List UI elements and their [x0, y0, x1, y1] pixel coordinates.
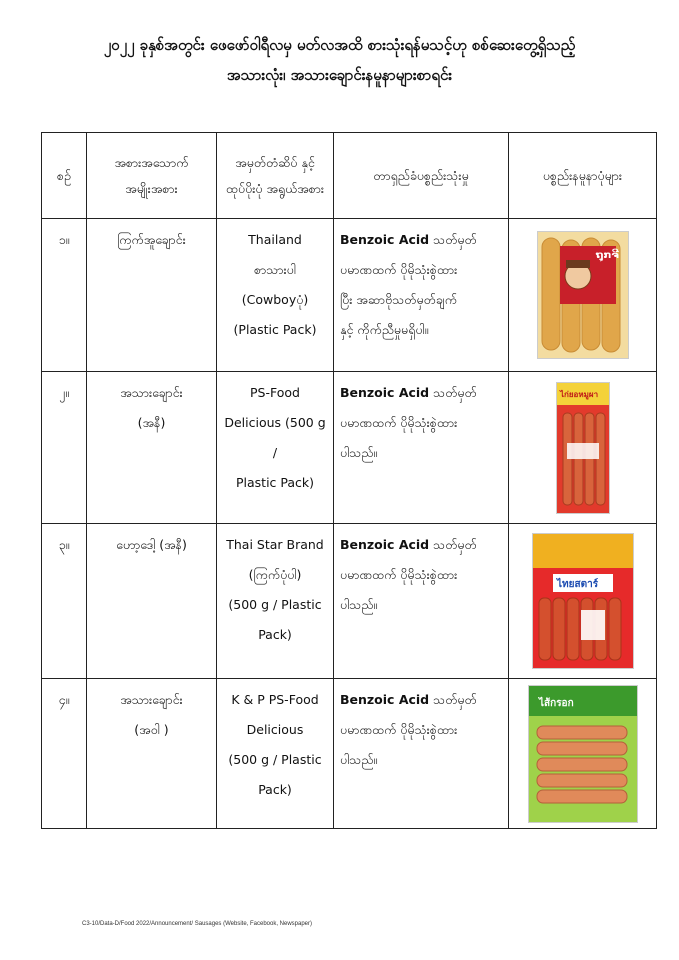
row-brand [217, 372, 334, 524]
title-line-1: ၂၀၂၂ ခုနှစ်အတွင်း ဖေဖော်ဝါရီလမှ မတ်လအထိ စားသုံးရန်မသင့်ဟု စစ်ဆေးတွေ့ရှိသည့် [103, 36, 576, 54]
brand-line: Delicious [246, 722, 304, 737]
brand-line: Delicious (500 g / [224, 415, 326, 460]
row-no: ၁။ [42, 219, 87, 372]
sausage-pack-image-thai-star [532, 533, 634, 669]
reason-text: ပြီး အဆာဗိုသတ်မှတ်ချက် [340, 292, 458, 307]
reason-text: ပါသည်။ [340, 752, 378, 767]
row-food-type: ဟော့ဒေါ့ (အနီ) [87, 524, 217, 679]
acid-name: Benzoic Acid [340, 537, 430, 552]
header-brand: အမှတ်တံဆိပ် နှင့် ထုပ်ပိုးပုံ အရွယ်အစား [217, 133, 334, 219]
reason-text: သတ်မှတ် [429, 232, 477, 247]
row-food-type [87, 372, 217, 524]
brand-line: PS-Food [250, 385, 300, 400]
header-photo: ပစ္စည်းနမူနာပုံများ [509, 133, 657, 219]
table-row [42, 372, 657, 524]
row-brand [217, 219, 334, 372]
pack-label: ไส้กรอก [538, 697, 574, 709]
brand-line: (500 g / Plastic [228, 597, 322, 612]
brand-line: Thailand [248, 232, 302, 247]
reason-text: သတ်မှတ် [429, 692, 477, 707]
row-photo [509, 372, 657, 524]
brand-line: Thai Star Brand [226, 537, 324, 552]
table-row [42, 524, 657, 679]
acid-name: Benzoic Acid [340, 232, 430, 247]
row-brand [217, 524, 334, 679]
type-line: အသားချောင်း [120, 385, 183, 400]
reason-text: ပမာဏထက် ပိုမိုသုံးစွဲထား [340, 262, 458, 277]
document-title [0, 30, 679, 90]
brand-line: Pack) [258, 782, 292, 797]
row-photo [509, 524, 657, 679]
row-no: ၂။ [42, 372, 87, 524]
type-line: (အနီ) [137, 415, 166, 430]
brand-line: (Plastic Pack) [233, 322, 317, 337]
brand-line: (ကြက်ပုံပါ) [248, 567, 302, 582]
reason-text: ပမာဏထက် ပိုမိုသုံးစွဲထား [340, 722, 458, 737]
header-preservative: တာရှည်ခံပစ္စည်းသုံးမှု [334, 133, 509, 219]
pack-label: ไทยสตาร์ [556, 579, 598, 590]
sausage-pack-image-cowboy [537, 231, 629, 359]
reason-text: ပါသည်။ [340, 597, 378, 612]
type-line: အသားချောင်း [120, 692, 183, 707]
table-header-row [42, 133, 657, 219]
row-brand [217, 679, 334, 829]
pack-label: ຖຸກຈີ [595, 250, 619, 261]
acid-name: Benzoic Acid [340, 692, 430, 707]
sausage-pack-image-ps-food [556, 382, 610, 514]
reason-text: နှင့် ကိုက်ညီမှုမရှိပါ။ [340, 322, 429, 337]
reason-text: ပါသည်။ [340, 445, 378, 460]
row-food-type: ကြက်အူချောင်း [87, 219, 217, 372]
reason-text: သတ်မှတ် [429, 385, 477, 400]
brand-line: စာသားပါ [254, 262, 296, 277]
header-no: စဉ် [42, 133, 87, 219]
brand-line: Pack) [258, 627, 292, 642]
row-preservative [334, 219, 509, 372]
table-row [42, 679, 657, 829]
brand-line: (500 g / Plastic [228, 752, 322, 767]
header-food-type: အစားအသောက် အမျိုးအစား [87, 133, 217, 219]
row-photo [509, 679, 657, 829]
row-food-type [87, 679, 217, 829]
title-line-2: အသားလုံး၊ အသားချောင်းနမူနာများစာရင်း [226, 66, 453, 84]
type-line: (အဝါ ) [134, 722, 169, 737]
row-preservative [334, 679, 509, 829]
sausage-sample-table [41, 132, 657, 829]
reason-text: ပမာဏထက် ပိုမိုသုံးစွဲထား [340, 567, 458, 582]
reason-text: ပမာဏထက် ပိုမိုသုံးစွဲထား [340, 415, 458, 430]
brand-line: (Cowboyပုံ) [241, 292, 309, 307]
pack-label: ไก่ยอหมูผา [559, 389, 598, 399]
brand-line: K & P PS-Food [231, 692, 319, 707]
row-photo [509, 219, 657, 372]
row-preservative [334, 372, 509, 524]
acid-name: Benzoic Acid [340, 385, 430, 400]
table-row [42, 219, 657, 372]
brand-line: Plastic Pack) [235, 475, 315, 490]
row-no: ၄။ [42, 679, 87, 829]
sausage-pack-image-kp-food [528, 685, 638, 823]
reason-text: သတ်မှတ် [429, 537, 477, 552]
row-preservative [334, 524, 509, 679]
document-reference-footer: C3-10/Data-D/Food 2022/Announcement/ Sausages (Website, Facebook, Newspaper) [82, 921, 313, 927]
row-no: ၃။ [42, 524, 87, 679]
